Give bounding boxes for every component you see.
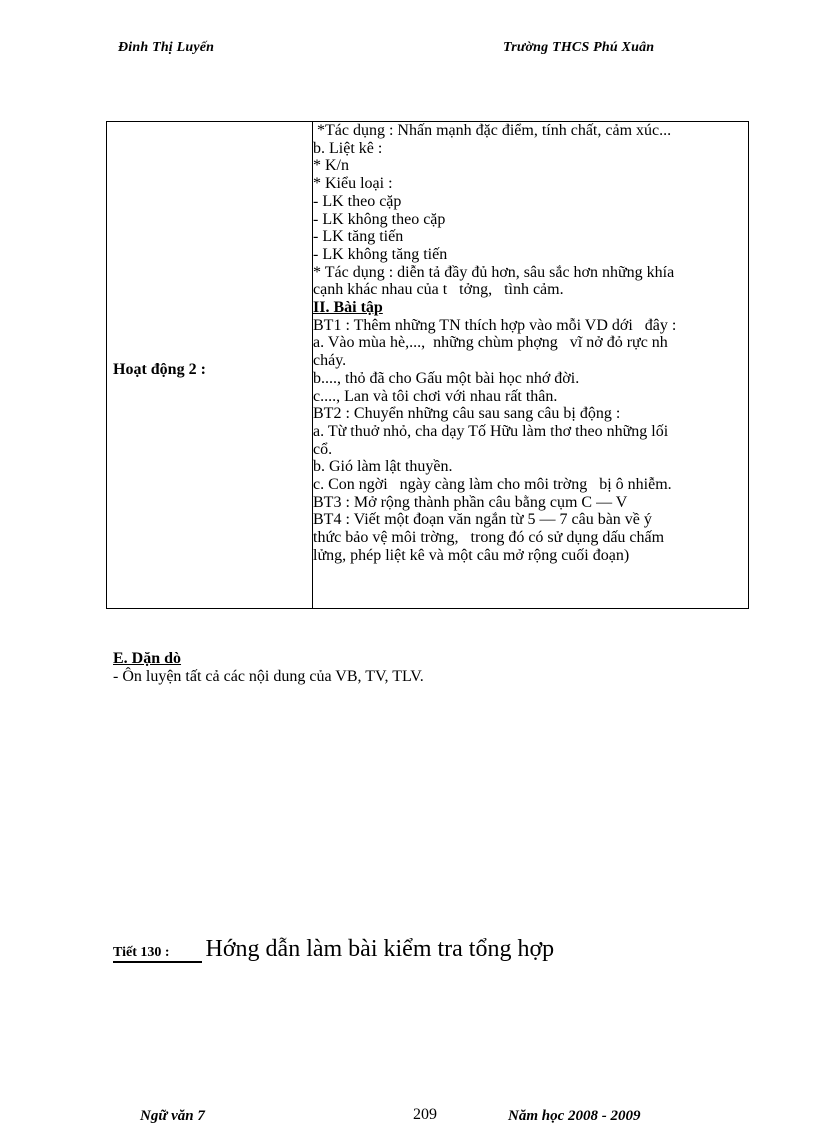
lesson-tag: Tiết 130 : [113, 945, 202, 963]
content-line: b...., thỏ đã cho Gấu một bài học nhớ đời. [313, 369, 580, 387]
content-line: cháy. [313, 352, 347, 370]
section-e-heading: E. Dặn dò [113, 650, 182, 667]
content-line: BT3 : Mở rộng thành phần câu bằng cụm C — V [313, 493, 628, 511]
header-author: Đinh Thị Luyến [118, 40, 215, 55]
content-line: * Tác dụng : diễn tả đầy đủ hơn, sâu sắc hơn những khía [313, 263, 675, 281]
activity-label: Hoạt động 2 : [113, 361, 206, 378]
content-line: b. Liệt kê : [313, 139, 383, 157]
content-line: cổ. [313, 440, 333, 458]
activity-table [106, 121, 749, 609]
content-line: - LK tăng tiến [313, 228, 404, 246]
lesson-title: Hớng dẫn làm bài kiểm tra tổng hợp [205, 936, 555, 962]
content-line: *Tác dụng : Nhấn mạnh đặc điểm, tính chất, cảm xúc... [313, 122, 672, 139]
content-line: c...., Lan và tôi chơi với nhau rất thân. [313, 387, 558, 405]
section-e-text: - Ôn luyện tất cả các nội dung của VB, TV, TLV. [113, 668, 424, 685]
content-line: lửng, phép liệt kê và một câu mở rộng cuối đoạn) [313, 546, 630, 564]
content-line: BT4 : Viết một đoạn văn ngắn từ 5 — 7 câu bàn về ý [313, 511, 652, 529]
footer-page-number: 209 [413, 1106, 437, 1123]
content-line: b. Gió làm lật thuyền. [313, 458, 453, 476]
exercises-heading: II. Bài tập [313, 299, 383, 317]
content-line: * Kiểu loại : [313, 175, 393, 193]
content-line: c. Con ngời ngày càng làm cho môi trờng bị ô nhiễm. [313, 476, 672, 494]
lesson-title-line [113, 936, 554, 963]
content-line: * K/n [313, 157, 349, 175]
header-school: Trường THCS Phú Xuân [503, 40, 655, 55]
content-line: - LK không tăng tiến [313, 245, 448, 263]
footer-subject: Ngữ văn 7 [140, 1108, 205, 1124]
content-line: a. Vào mùa hè,..., những chùm phợng vĩ nở đỏ rực nh [313, 334, 668, 352]
content-line: a. Từ thuở nhỏ, cha dạy Tố Hữu làm thơ theo những lối [313, 422, 669, 440]
activity-label-cell [107, 122, 313, 609]
activity-lines [313, 122, 748, 565]
footer-school-year: Năm học 2008 - 2009 [508, 1108, 641, 1124]
content-line: BT2 : Chuyển những câu sau sang câu bị động : [313, 405, 621, 423]
content-line: - LK theo cặp [313, 192, 402, 210]
activity-content-cell [313, 122, 749, 609]
content-line: thức bảo vệ môi trờng, trong đó có sử dụng dấu chấm [313, 529, 665, 547]
section-e [113, 650, 424, 686]
content-line: cạnh khác nhau của t tởng, tình cảm. [313, 281, 564, 299]
content-line: BT1 : Thêm những TN thích hợp vào mỗi VD dới đây : [313, 316, 677, 334]
content-line: - LK không theo cặp [313, 210, 446, 228]
